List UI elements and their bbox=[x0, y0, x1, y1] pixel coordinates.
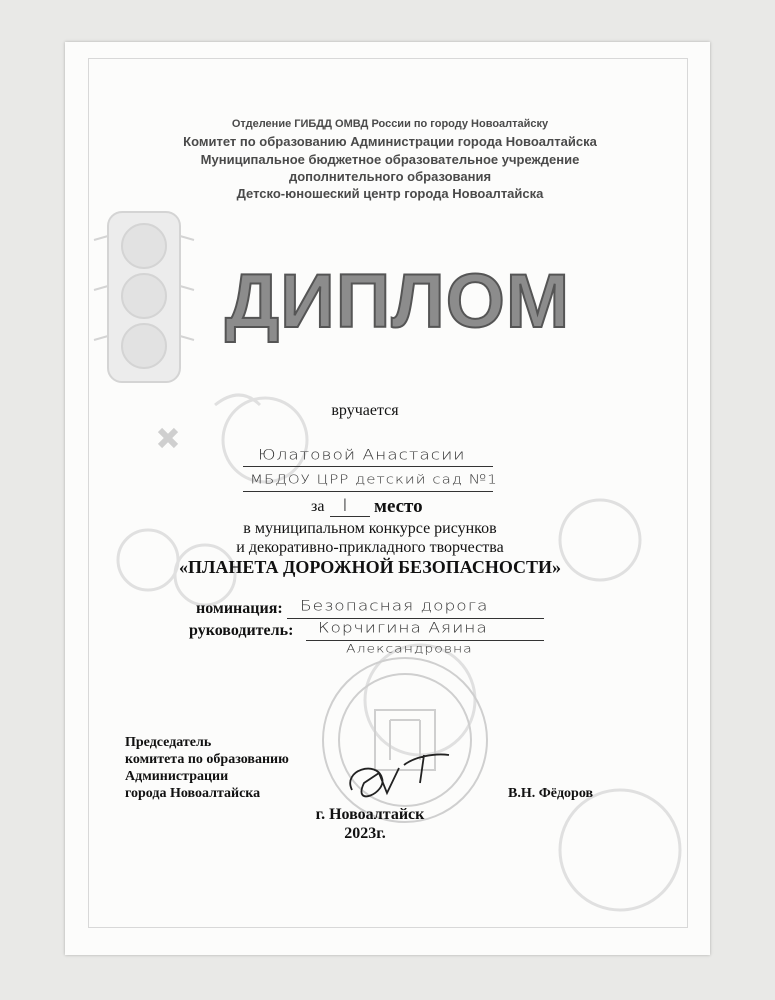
supervisor-value-1: Корчигина Аяина bbox=[318, 619, 488, 637]
signatory-line-2: комитета по образованию bbox=[125, 752, 289, 767]
recipient-org: МБДОУ ЦРР детский сад №1 bbox=[250, 471, 498, 487]
supervisor-label: руководитель: bbox=[189, 622, 294, 639]
supervisor-value-2: Александровна bbox=[346, 642, 473, 656]
contest-line-3: «ПЛАНЕТА ДОРОЖНОЙ БЕЗОПАСНОСТИ» bbox=[178, 557, 562, 577]
header-line-1: Отделение ГИБДД ОМВД России по городу Новоалтайску bbox=[231, 118, 549, 130]
nomination-label: номинация: bbox=[196, 600, 283, 617]
header-line-3: Муниципальное бюджетное образовательное учреждение bbox=[200, 152, 580, 167]
signatory-name: В.Н. Фёдоров bbox=[508, 786, 594, 801]
header-line-2: Комитет по образованию Администрации города Новоалтайска bbox=[183, 134, 597, 149]
awarded-text: вручается bbox=[331, 402, 399, 419]
official-stamp bbox=[323, 658, 487, 822]
traffic-light-icon bbox=[94, 212, 194, 382]
recipient-name: Юлатовой Анастасии bbox=[258, 446, 466, 464]
signatory-line-3: Администрации bbox=[125, 769, 229, 784]
signatory-line-4: города Новоалтайска bbox=[125, 786, 261, 801]
footer-year: 2023г. bbox=[344, 825, 386, 842]
signatory-line-1: Председатель bbox=[125, 735, 212, 750]
place-line bbox=[330, 516, 370, 517]
contest-line-1: в муниципальном конкурсе рисунков bbox=[243, 520, 497, 537]
diploma-title: ДИПЛОМ bbox=[225, 259, 571, 344]
place-prefix: за bbox=[311, 498, 325, 515]
supervisor-line bbox=[306, 640, 544, 641]
contest-line-2: и декоративно-прикладного творчества bbox=[236, 539, 504, 556]
place-value: I bbox=[342, 494, 349, 516]
recipient-name-line bbox=[243, 466, 493, 467]
recipient-org-line bbox=[243, 491, 493, 492]
nomination-value: Безопасная дорога bbox=[300, 597, 489, 615]
header-line-5: Детско-юношеский центр города Новоалтайска bbox=[236, 186, 544, 201]
footer-city: г. Новоалтайск bbox=[315, 806, 425, 823]
header-line-4: дополнительного образования bbox=[288, 169, 492, 184]
place-suffix: место bbox=[374, 496, 423, 517]
